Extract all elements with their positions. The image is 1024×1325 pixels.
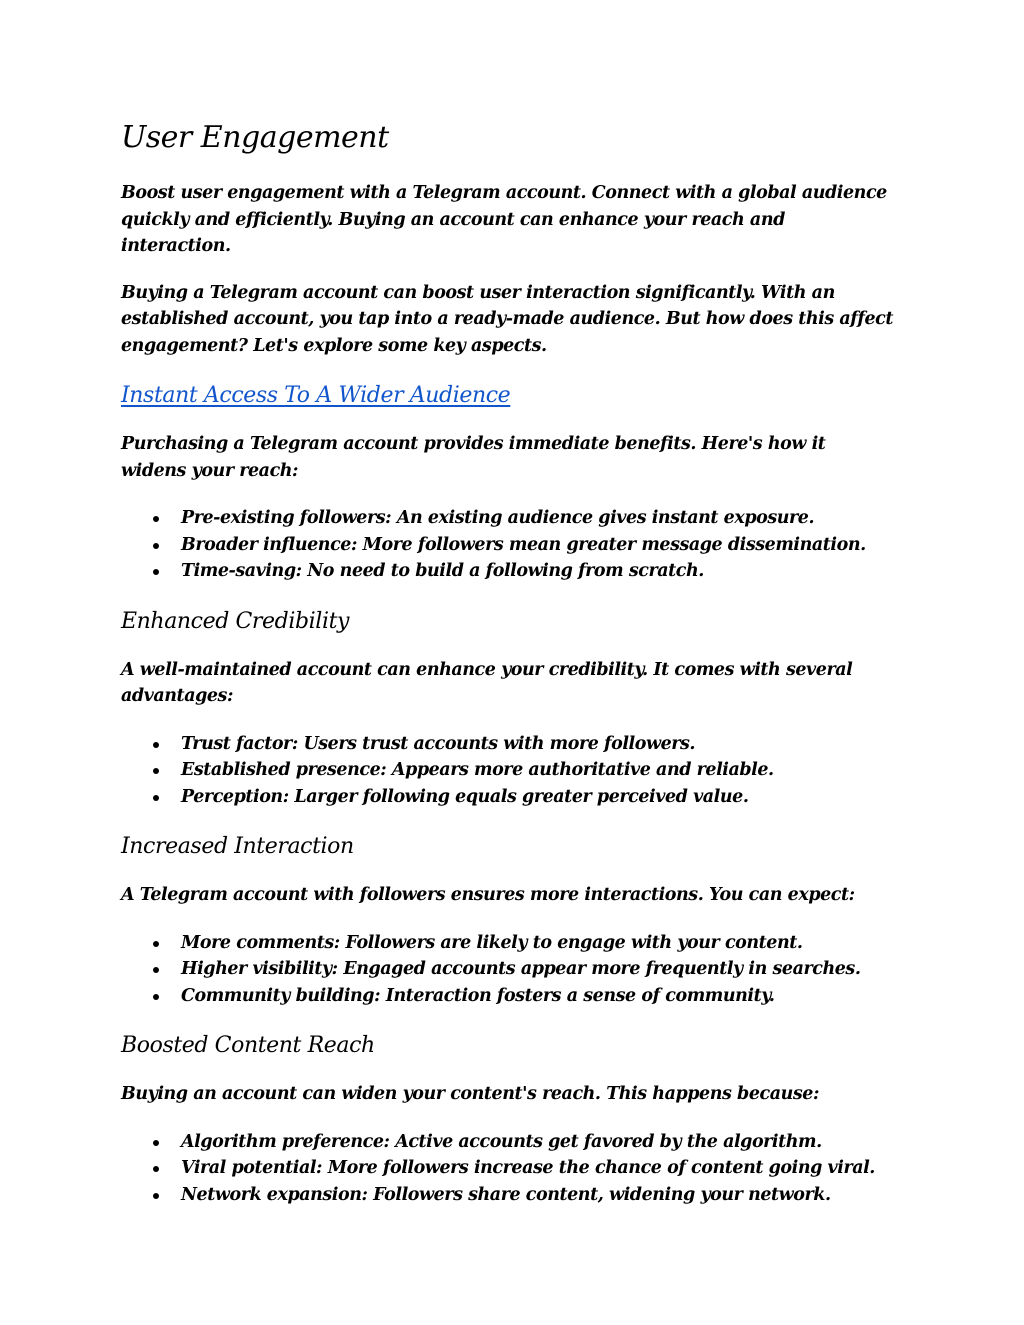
section-paragraph: Buying an account can widen your content's reach. This happens because:: [121, 1084, 819, 1104]
list-item: [121, 1155, 896, 1182]
list-item-text: Time-saving: No need to build a following from scratch.: [181, 561, 704, 581]
list-item: [121, 784, 896, 811]
intro-paragraph: Boost user engagement with a Telegram account. Connect with a global audience quickly and efficiently. Buying an account can enhance your reach and interaction.: [121, 183, 887, 256]
section-heading: Boosted Content Reach: [121, 1033, 375, 1058]
bullet-icon: [153, 543, 159, 549]
list-item-text: Higher visibility: Engaged accounts appear more frequently in searches.: [181, 959, 861, 979]
page-title: User Engagement: [121, 120, 389, 155]
list-item: [121, 757, 896, 784]
section-paragraph: A Telegram account with followers ensures more interactions. You can expect:: [121, 885, 855, 905]
bullet-icon: [153, 768, 159, 774]
bullet-icon: [153, 994, 159, 1000]
bullet-icon: [153, 516, 159, 522]
intro-paragraph: Buying a Telegram account can boost user interaction significantly. With an established account, you tap into a ready-made audience. But how does this affect engagement? Let's explore some key aspects.: [121, 282, 893, 356]
list-item: [121, 558, 896, 585]
section-paragraph: Purchasing a Telegram account provides immediate benefits. Here's how it widens your reach:: [121, 434, 826, 481]
list-item: [121, 983, 896, 1010]
list-item: [121, 731, 896, 758]
list-item-text: Algorithm preference: Active accounts get favored by the algorithm.: [181, 1131, 822, 1152]
list-item-text: Perception: Larger following equals greater perceived value.: [181, 786, 749, 807]
bullet-icon: [153, 795, 159, 801]
section-heading: Enhanced Credibility: [121, 608, 350, 634]
list-item: [121, 956, 896, 983]
document-page: [121, 118, 896, 1208]
bullet-list: [121, 1129, 896, 1209]
section-heading: [121, 381, 896, 411]
bullet-list: [121, 930, 896, 1010]
bullet-list: [121, 731, 896, 811]
list-item-text: Established presence: Appears more authoritative and reliable.: [181, 760, 774, 780]
bullet-icon: [153, 941, 159, 947]
bullet-list: [121, 505, 896, 585]
list-item: [121, 505, 896, 532]
bullet-icon: [153, 569, 159, 575]
list-item-text: Pre-existing followers: An existing audience gives instant exposure.: [181, 508, 815, 528]
list-item: [121, 532, 896, 559]
list-item: [121, 1182, 896, 1209]
list-item-text: Viral potential: More followers increase the chance of content going viral.: [181, 1158, 875, 1178]
bullet-icon: [153, 1193, 159, 1199]
list-item: [121, 930, 896, 957]
bullet-icon: [153, 742, 159, 748]
bullet-icon: [153, 1140, 159, 1146]
section-heading: Increased Interaction: [121, 834, 354, 859]
list-item: [121, 1129, 896, 1156]
list-item-text: Network expansion: Followers share content, widening your network.: [181, 1184, 831, 1205]
list-item-text: Community building: Interaction fosters a sense of community.: [181, 985, 775, 1006]
list-item-text: More comments: Followers are likely to engage with your content.: [181, 932, 803, 953]
section-paragraph: A well-maintained account can enhance your credibility. It comes with several advantages:: [121, 659, 853, 706]
section-heading-link[interactable]: Instant Access To A Wider Audience: [121, 383, 511, 408]
list-item-text: Trust factor: Users trust accounts with more followers.: [181, 733, 696, 754]
bullet-icon: [153, 1166, 159, 1172]
bullet-icon: [153, 967, 159, 973]
list-item-text: Broader influence: More followers mean greater message dissemination.: [181, 534, 866, 555]
